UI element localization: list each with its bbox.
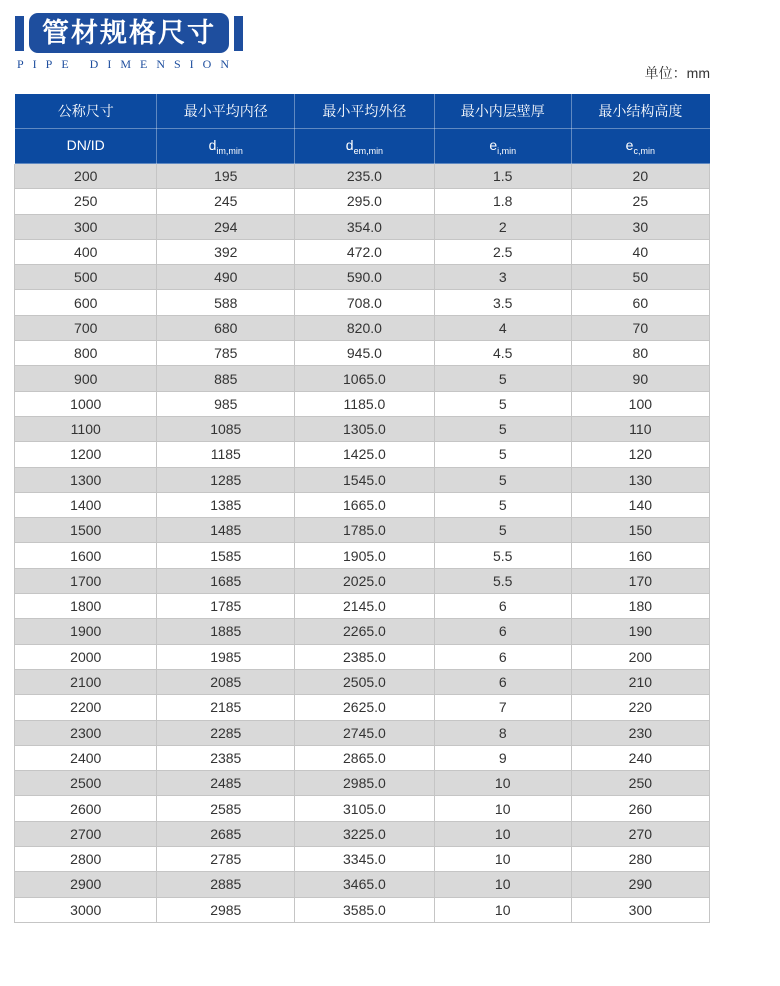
- cell-min-avg-inner-diameter: 985: [157, 391, 295, 416]
- cell-min-avg-outer-diameter: 3465.0: [295, 872, 435, 897]
- table-row: [15, 416, 710, 441]
- cell-min-inner-wall-thickness: 5: [434, 366, 571, 391]
- table-row: [15, 771, 710, 796]
- cell-min-structure-height: 20: [571, 164, 709, 189]
- table-row: [15, 821, 710, 846]
- cell-min-avg-outer-diameter: 2025.0: [295, 568, 435, 593]
- cell-min-inner-wall-thickness: 6: [434, 619, 571, 644]
- cell-min-structure-height: 50: [571, 265, 709, 290]
- table-row: [15, 391, 710, 416]
- symbol-base: e: [489, 136, 498, 153]
- col-header-min-avg-inner-diameter: 最小平均内径: [157, 94, 295, 129]
- cell-dn-id: 400: [15, 239, 157, 264]
- col-header-min-avg-outer-diameter: 最小平均外径: [295, 94, 435, 129]
- table-row: [15, 518, 710, 543]
- cell-min-avg-inner-diameter: 785: [157, 341, 295, 366]
- cell-min-structure-height: 60: [571, 290, 709, 315]
- cell-dn-id: 250: [15, 189, 157, 214]
- cell-min-structure-height: 160: [571, 543, 709, 568]
- cell-min-inner-wall-thickness: 5: [434, 467, 571, 492]
- cell-dn-id: 2500: [15, 771, 157, 796]
- table-body: [15, 164, 710, 923]
- table-row: [15, 442, 710, 467]
- cell-min-inner-wall-thickness: 10: [434, 821, 571, 846]
- cell-min-structure-height: 190: [571, 619, 709, 644]
- cell-dn-id: 300: [15, 214, 157, 239]
- symbol-sub: em,min: [353, 145, 384, 156]
- title-left-bar-decoration: [15, 16, 24, 51]
- cell-min-avg-outer-diameter: 1785.0: [295, 518, 435, 543]
- cell-min-avg-outer-diameter: 354.0: [295, 214, 435, 239]
- cell-min-avg-outer-diameter: 1905.0: [295, 543, 435, 568]
- cell-min-inner-wall-thickness: 1.8: [434, 189, 571, 214]
- cell-min-avg-inner-diameter: 2785: [157, 847, 295, 872]
- cell-dn-id: 1300: [15, 467, 157, 492]
- cell-min-structure-height: 40: [571, 239, 709, 264]
- cell-dn-id: 2900: [15, 872, 157, 897]
- col-symbol-e-c-min: [571, 129, 709, 164]
- title-row: [15, 13, 243, 53]
- cell-min-avg-inner-diameter: 1485: [157, 518, 295, 543]
- cell-dn-id: 1600: [15, 543, 157, 568]
- cell-min-structure-height: 30: [571, 214, 709, 239]
- cell-dn-id: 200: [15, 164, 157, 189]
- cell-min-structure-height: 300: [571, 897, 709, 922]
- cell-min-avg-outer-diameter: 945.0: [295, 341, 435, 366]
- cell-min-inner-wall-thickness: 2.5: [434, 239, 571, 264]
- cell-min-avg-outer-diameter: 1065.0: [295, 366, 435, 391]
- cell-dn-id: 600: [15, 290, 157, 315]
- table-row: [15, 644, 710, 669]
- pipe-dimension-table: [14, 93, 710, 923]
- cell-min-structure-height: 250: [571, 771, 709, 796]
- cell-min-avg-outer-diameter: 2985.0: [295, 771, 435, 796]
- cell-min-avg-inner-diameter: 195: [157, 164, 295, 189]
- cell-min-structure-height: 290: [571, 872, 709, 897]
- table-row: [15, 214, 710, 239]
- col-header-min-structure-height: 最小结构高度: [571, 94, 709, 129]
- cell-min-avg-outer-diameter: 1425.0: [295, 442, 435, 467]
- cell-dn-id: 700: [15, 315, 157, 340]
- table-row: [15, 720, 710, 745]
- cell-min-structure-height: 150: [571, 518, 709, 543]
- cell-min-structure-height: 200: [571, 644, 709, 669]
- cell-dn-id: 500: [15, 265, 157, 290]
- cell-min-inner-wall-thickness: 8: [434, 720, 571, 745]
- cell-min-avg-outer-diameter: 2385.0: [295, 644, 435, 669]
- cell-min-avg-inner-diameter: 2485: [157, 771, 295, 796]
- cell-min-structure-height: 220: [571, 695, 709, 720]
- table-row: [15, 239, 710, 264]
- cell-min-inner-wall-thickness: 5: [434, 442, 571, 467]
- page-header: [15, 13, 243, 72]
- cell-min-avg-outer-diameter: 2505.0: [295, 669, 435, 694]
- cell-min-inner-wall-thickness: 6: [434, 594, 571, 619]
- cell-min-avg-outer-diameter: 2265.0: [295, 619, 435, 644]
- table-row: [15, 695, 710, 720]
- cell-min-structure-height: 120: [571, 442, 709, 467]
- cell-min-inner-wall-thickness: 10: [434, 897, 571, 922]
- cell-min-avg-inner-diameter: 1785: [157, 594, 295, 619]
- cell-dn-id: 1800: [15, 594, 157, 619]
- table-row: [15, 543, 710, 568]
- cell-min-inner-wall-thickness: 10: [434, 771, 571, 796]
- cell-min-avg-outer-diameter: 2145.0: [295, 594, 435, 619]
- symbol-base: DN/ID: [66, 136, 105, 153]
- col-symbol-d-im-min: [157, 129, 295, 164]
- table-row: [15, 189, 710, 214]
- header-row-symbols: [15, 129, 710, 164]
- table-header: [15, 94, 710, 164]
- page-subtitle: PIPE DIMENSION: [17, 57, 239, 71]
- cell-min-avg-inner-diameter: 392: [157, 239, 295, 264]
- cell-min-structure-height: 80: [571, 341, 709, 366]
- cell-min-structure-height: 180: [571, 594, 709, 619]
- cell-min-structure-height: 140: [571, 492, 709, 517]
- cell-min-avg-outer-diameter: 295.0: [295, 189, 435, 214]
- symbol-base: d: [208, 136, 217, 153]
- cell-min-structure-height: 210: [571, 669, 709, 694]
- cell-min-avg-outer-diameter: 2625.0: [295, 695, 435, 720]
- unit-label: 单位：mm: [644, 65, 710, 81]
- cell-min-avg-inner-diameter: 490: [157, 265, 295, 290]
- cell-min-avg-outer-diameter: 235.0: [295, 164, 435, 189]
- table-row: [15, 568, 710, 593]
- cell-min-avg-inner-diameter: 2185: [157, 695, 295, 720]
- symbol-sub: c,min: [633, 145, 655, 156]
- cell-min-avg-inner-diameter: 2385: [157, 745, 295, 770]
- cell-dn-id: 1700: [15, 568, 157, 593]
- cell-min-avg-outer-diameter: 3105.0: [295, 796, 435, 821]
- cell-dn-id: 2400: [15, 745, 157, 770]
- cell-min-inner-wall-thickness: 5.5: [434, 543, 571, 568]
- table-row: [15, 164, 710, 189]
- table-row: [15, 796, 710, 821]
- cell-dn-id: 1000: [15, 391, 157, 416]
- title-right-bar-decoration: [234, 16, 243, 51]
- cell-min-avg-outer-diameter: 590.0: [295, 265, 435, 290]
- table-row: [15, 745, 710, 770]
- cell-min-avg-inner-diameter: 2885: [157, 872, 295, 897]
- cell-min-inner-wall-thickness: 6: [434, 644, 571, 669]
- cell-min-inner-wall-thickness: 4.5: [434, 341, 571, 366]
- cell-min-structure-height: 70: [571, 315, 709, 340]
- cell-dn-id: 3000: [15, 897, 157, 922]
- cell-dn-id: 2000: [15, 644, 157, 669]
- cell-dn-id: 2300: [15, 720, 157, 745]
- cell-min-inner-wall-thickness: 5: [434, 416, 571, 441]
- col-symbol-dn-id: [15, 129, 157, 164]
- cell-min-inner-wall-thickness: 6: [434, 669, 571, 694]
- cell-min-avg-inner-diameter: 1685: [157, 568, 295, 593]
- cell-min-structure-height: 170: [571, 568, 709, 593]
- cell-min-inner-wall-thickness: 7: [434, 695, 571, 720]
- cell-min-inner-wall-thickness: 5: [434, 518, 571, 543]
- cell-min-avg-inner-diameter: 885: [157, 366, 295, 391]
- cell-min-avg-inner-diameter: 1185: [157, 442, 295, 467]
- cell-dn-id: 2700: [15, 821, 157, 846]
- cell-min-inner-wall-thickness: 5: [434, 492, 571, 517]
- cell-min-inner-wall-thickness: 1.5: [434, 164, 571, 189]
- cell-min-inner-wall-thickness: 10: [434, 847, 571, 872]
- cell-min-avg-inner-diameter: 2685: [157, 821, 295, 846]
- cell-min-structure-height: 100: [571, 391, 709, 416]
- cell-min-structure-height: 230: [571, 720, 709, 745]
- cell-min-avg-inner-diameter: 294: [157, 214, 295, 239]
- table-row: [15, 290, 710, 315]
- cell-min-avg-outer-diameter: 1545.0: [295, 467, 435, 492]
- cell-min-avg-inner-diameter: 2285: [157, 720, 295, 745]
- cell-min-avg-inner-diameter: 1385: [157, 492, 295, 517]
- cell-min-structure-height: 130: [571, 467, 709, 492]
- cell-min-structure-height: 110: [571, 416, 709, 441]
- cell-min-avg-outer-diameter: 2865.0: [295, 745, 435, 770]
- table-row: [15, 492, 710, 517]
- symbol-sub: i,min: [497, 145, 517, 156]
- cell-min-avg-inner-diameter: 680: [157, 315, 295, 340]
- table-row: [15, 467, 710, 492]
- cell-dn-id: 2600: [15, 796, 157, 821]
- table-row: [15, 341, 710, 366]
- cell-min-inner-wall-thickness: 3: [434, 265, 571, 290]
- cell-min-avg-outer-diameter: 2745.0: [295, 720, 435, 745]
- cell-min-avg-inner-diameter: 1285: [157, 467, 295, 492]
- cell-dn-id: 1500: [15, 518, 157, 543]
- symbol-sub: im,min: [216, 145, 243, 156]
- table-row: [15, 872, 710, 897]
- cell-min-inner-wall-thickness: 5: [434, 391, 571, 416]
- table-row: [15, 366, 710, 391]
- cell-min-avg-outer-diameter: 1665.0: [295, 492, 435, 517]
- col-header-nominal-size: 公称尺寸: [15, 94, 157, 129]
- cell-min-inner-wall-thickness: 5.5: [434, 568, 571, 593]
- cell-min-avg-outer-diameter: 3345.0: [295, 847, 435, 872]
- cell-min-avg-inner-diameter: 1585: [157, 543, 295, 568]
- cell-min-avg-inner-diameter: 1085: [157, 416, 295, 441]
- cell-dn-id: 2100: [15, 669, 157, 694]
- cell-min-structure-height: 240: [571, 745, 709, 770]
- cell-dn-id: 1900: [15, 619, 157, 644]
- cell-min-inner-wall-thickness: 3.5: [434, 290, 571, 315]
- page-title: 管材规格尺寸: [29, 13, 229, 53]
- cell-min-avg-outer-diameter: 472.0: [295, 239, 435, 264]
- col-symbol-d-em-min: [295, 129, 435, 164]
- cell-min-structure-height: 25: [571, 189, 709, 214]
- cell-dn-id: 1200: [15, 442, 157, 467]
- cell-dn-id: 800: [15, 341, 157, 366]
- cell-min-inner-wall-thickness: 10: [434, 872, 571, 897]
- cell-min-structure-height: 260: [571, 796, 709, 821]
- table-row: [15, 594, 710, 619]
- cell-min-avg-outer-diameter: 3585.0: [295, 897, 435, 922]
- cell-dn-id: 900: [15, 366, 157, 391]
- cell-min-avg-inner-diameter: 588: [157, 290, 295, 315]
- cell-min-structure-height: 270: [571, 821, 709, 846]
- cell-min-structure-height: 90: [571, 366, 709, 391]
- header-row-labels: [15, 94, 710, 129]
- cell-dn-id: 1100: [15, 416, 157, 441]
- table-row: [15, 619, 710, 644]
- symbol-base: d: [345, 136, 354, 153]
- cell-min-inner-wall-thickness: 2: [434, 214, 571, 239]
- cell-min-avg-inner-diameter: 1985: [157, 644, 295, 669]
- cell-dn-id: 2800: [15, 847, 157, 872]
- cell-min-inner-wall-thickness: 9: [434, 745, 571, 770]
- cell-min-inner-wall-thickness: 4: [434, 315, 571, 340]
- table-row: [15, 315, 710, 340]
- table-row: [15, 669, 710, 694]
- cell-min-avg-outer-diameter: 708.0: [295, 290, 435, 315]
- cell-min-avg-inner-diameter: 2085: [157, 669, 295, 694]
- cell-min-avg-inner-diameter: 2585: [157, 796, 295, 821]
- cell-dn-id: 1400: [15, 492, 157, 517]
- table-row: [15, 897, 710, 922]
- col-header-min-inner-wall-thickness: 最小内层壁厚: [434, 94, 571, 129]
- cell-min-avg-outer-diameter: 1305.0: [295, 416, 435, 441]
- table-row: [15, 847, 710, 872]
- cell-min-avg-inner-diameter: 245: [157, 189, 295, 214]
- cell-min-avg-outer-diameter: 820.0: [295, 315, 435, 340]
- cell-dn-id: 2200: [15, 695, 157, 720]
- cell-min-avg-outer-diameter: 1185.0: [295, 391, 435, 416]
- cell-min-inner-wall-thickness: 10: [434, 796, 571, 821]
- col-symbol-e-i-min: [434, 129, 571, 164]
- symbol-base: e: [625, 136, 634, 153]
- cell-min-avg-inner-diameter: 1885: [157, 619, 295, 644]
- cell-min-avg-inner-diameter: 2985: [157, 897, 295, 922]
- table-row: [15, 265, 710, 290]
- cell-min-structure-height: 280: [571, 847, 709, 872]
- cell-min-avg-outer-diameter: 3225.0: [295, 821, 435, 846]
